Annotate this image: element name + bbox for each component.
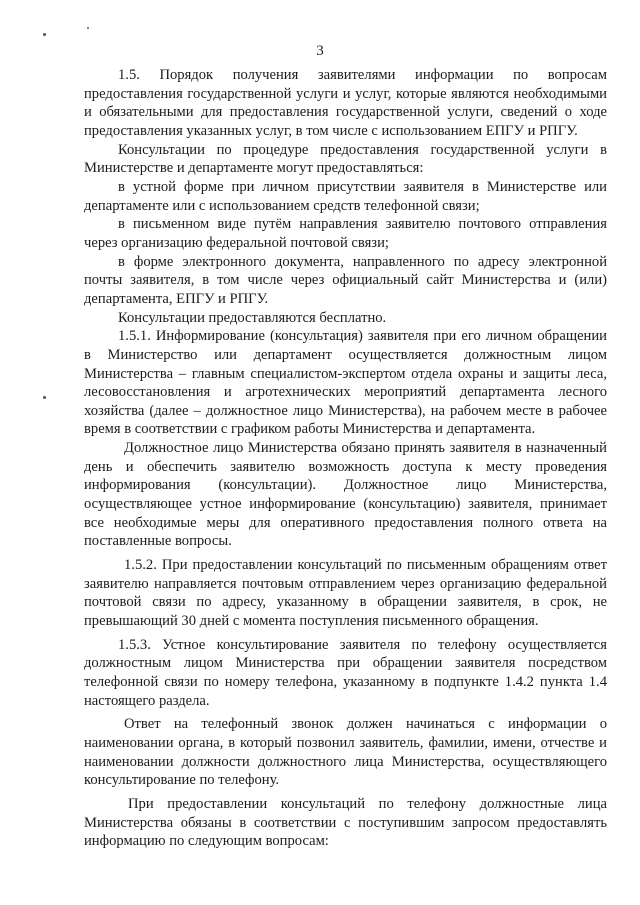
paragraph-1-5-2: 1.5.2. При предоставлении консультаций по письменным обращениям ответ заявителю направляется почтовым отправлением через организацию федеральной почтовой связи по адресу, указанному в обращении заявителя, в срок, не превышающий 30 дней с момента поступления письменного обращения. bbox=[84, 557, 607, 630]
paragraph-oral-form: в устной форме при личном присутствии заявителя в Министерстве или департаменте или с использованием средств телефонной связи; bbox=[84, 178, 607, 214]
paragraph-free-of-charge: Консультации предоставляются бесплатно. bbox=[118, 309, 387, 326]
paragraph-phone-answer: Ответ на телефонный звонок должен начинаться с информации о наименовании органа, в который позвонил заявитель, фамилии, имени, отчестве и наименовании должности должностного лица Министерства, осуществляющего консультирование по телефону. bbox=[84, 716, 607, 789]
paragraph-1-5: 1.5. Порядок получения заявителями информации по вопросам предоставления государственной услуги и услуг, которые являются необходимыми и обязательными для предоставления государственной услуги, сведений о ходе предоставления указанных услуг, в том числе с использованием ЕПГУ и РПГУ. bbox=[84, 67, 607, 139]
scan-speck-mark bbox=[43, 396, 46, 399]
paragraph-1-5-3: 1.5.3. Устное консультирование заявителя по телефону осуществляется должностным лицом Министерства при обращении заявителя посредством телефонной связи по номеру телефона, указанному в подпункте 1.4.2 пункта 1.4 настоящего раздела. bbox=[84, 636, 607, 709]
paragraph-1-5-1: 1.5.1. Информирование (консультация) заявителя при его личном обращении в Министерство или департамент осуществляется должностным лицом Министерства – главным специалистом-экспертом отдела охраны и защиты леса, лесовосстановления и агротехнических мероприятий департамента лесного хозяйства (далее – должностное лицо Министерства), на рабочем месте в рабочее время в соответствии с графиком работы Министерства и департамента. bbox=[84, 328, 607, 438]
paragraph-consultation-forms: Консультации по процедуре предоставления государственной услуги в Министерстве и департаменте могут предоставляться: bbox=[84, 141, 607, 177]
scan-speck-mark bbox=[43, 33, 46, 36]
page-number: 3 bbox=[316, 43, 324, 59]
paragraph-phone-consultation-topics: При предоставлении консультаций по телефону должностные лица Министерства обязаны в соответствии с поступившим запросом предоставлять информацию по следующим вопросам: bbox=[84, 795, 607, 850]
document-body bbox=[84, 66, 607, 851]
scan-speck-mark bbox=[87, 27, 89, 29]
paragraph-official-obligations: Должностное лицо Министерства обязано принять заявителя в назначенный день и обеспечить заявителю возможность доступа к месту проведения информирования (консультации). Должностное лицо Министерства, осуществляющее устное информирование (консультацию) заявителя, принимает все необходимые меры для оперативного предоставления полного ответа на поставленные вопросы. bbox=[84, 440, 607, 550]
paragraph-electronic-form: в форме электронного документа, направленного по адресу электронной почты заявителя, в том числе через официальный сайт Министерства и (или) департамента, ЕПГУ и РПГУ. bbox=[84, 253, 607, 307]
paragraph-written-form: в письменном виде путём направления заявителю почтового отправления через организацию федеральной почтовой связи; bbox=[84, 216, 607, 251]
